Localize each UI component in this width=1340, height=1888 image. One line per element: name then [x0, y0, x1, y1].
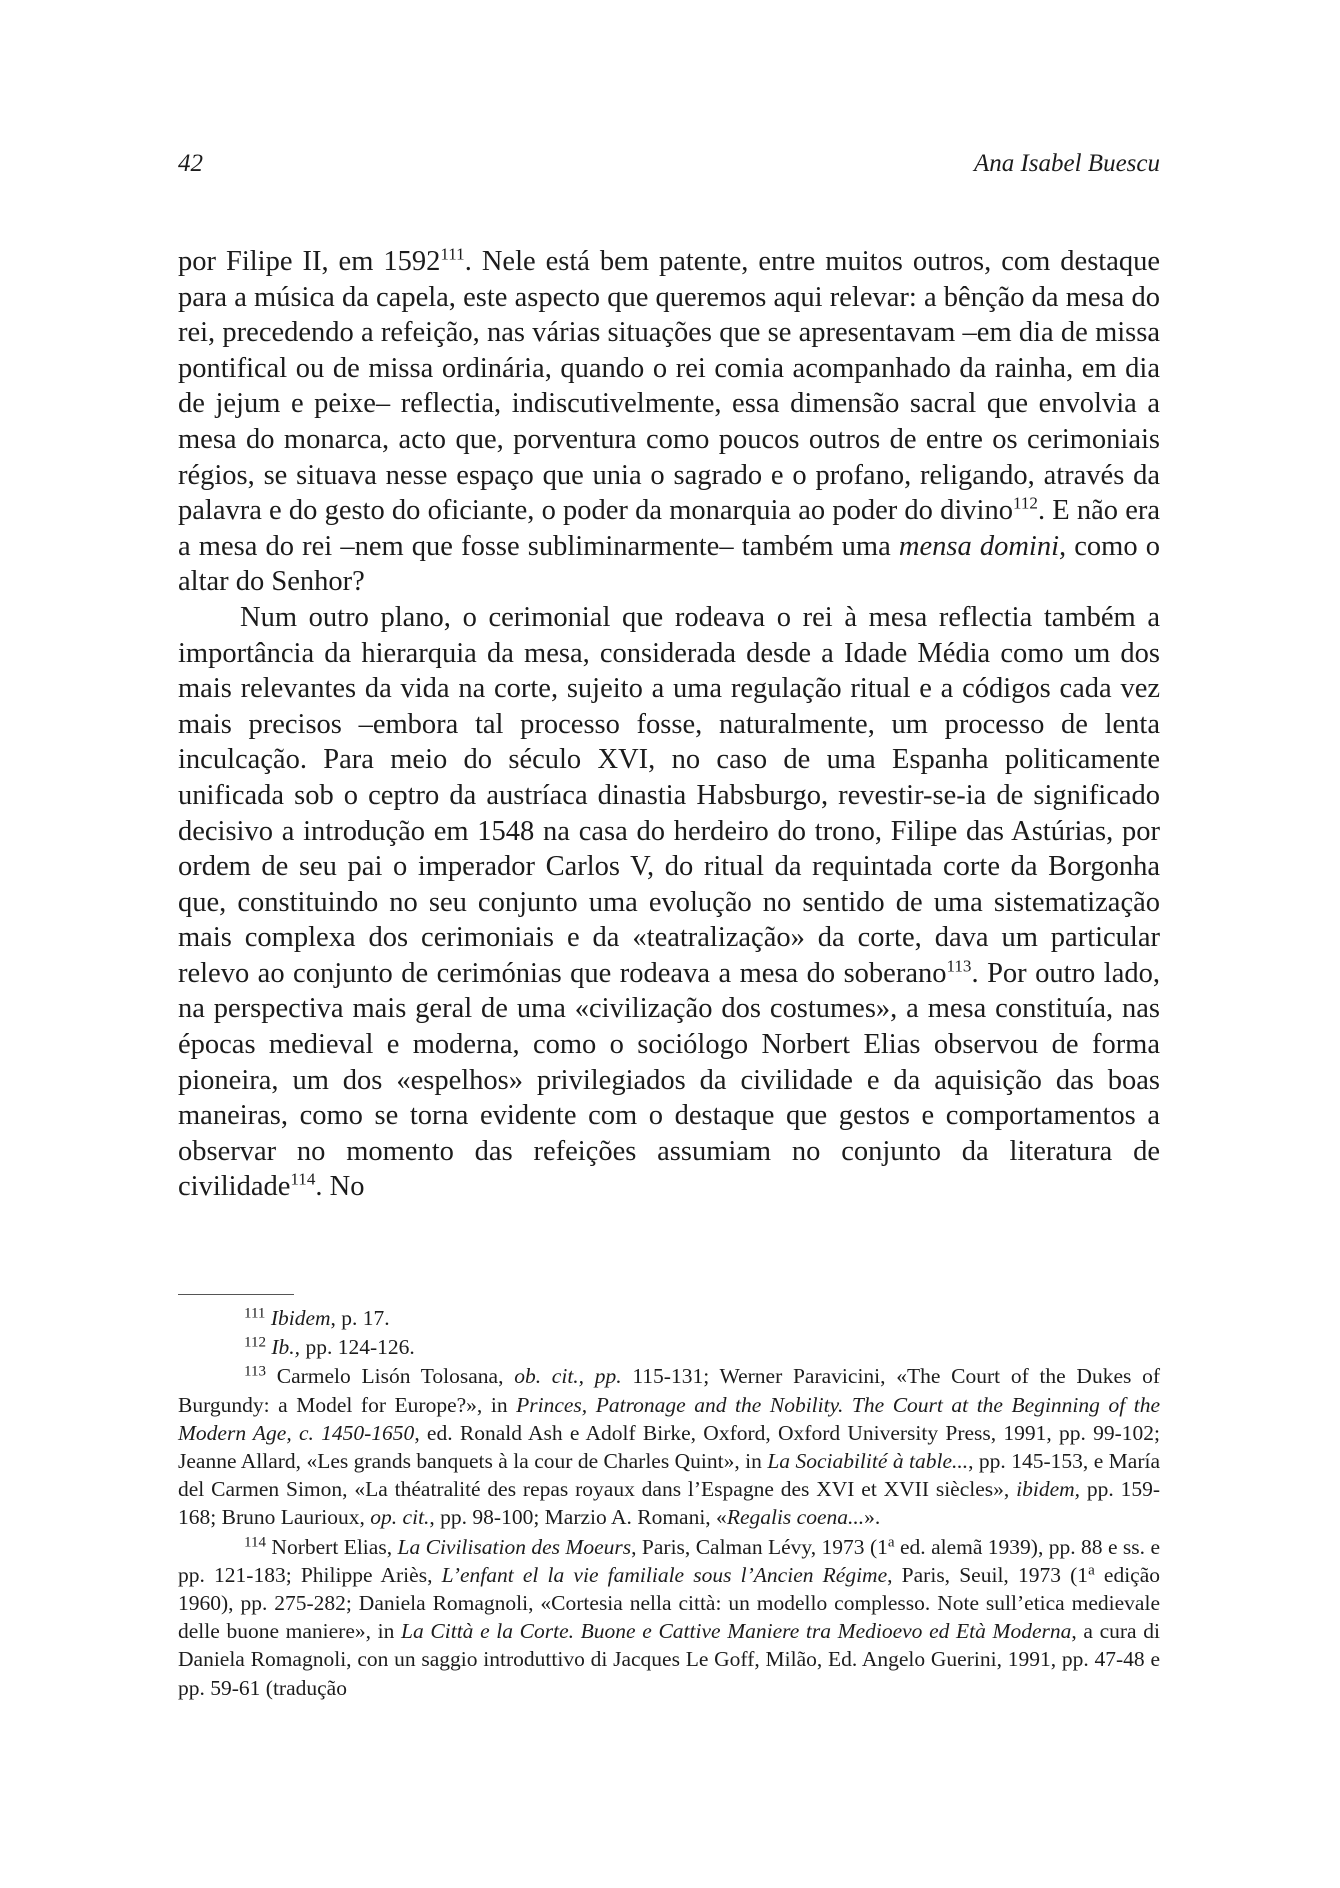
text-run: , Paris, Seuil, 1973 (1	[887, 1562, 1089, 1587]
text-run: , pp. 98-100; Marzio A. Romani, «	[429, 1505, 727, 1530]
footnote-ref-114[interactable]: 114	[290, 1169, 316, 1189]
footnote-112	[178, 1333, 1160, 1361]
text-run: , p. 17.	[330, 1306, 390, 1330]
footnote-number: 111	[244, 1305, 266, 1322]
text-run: pp. 159-168; Bruno Laurioux,	[178, 1477, 1160, 1530]
italic-phrase: La Città e la Corte. Buone e Cattive Maniere tra Medioevo ed Età Moderna	[401, 1619, 1072, 1644]
text-run: ed. alemã 1939), pp. 88 e ss. e pp. 121-183; Philippe Ariès,	[178, 1534, 1160, 1587]
running-header-author: Ana Isabel Buescu	[973, 150, 1160, 177]
text-run: . Por outro lado, na perspectiva mais geral de uma «civilização dos costumes», a mesa constituía, nas épocas medieval e moderna, como o sociólogo Norbert Elias observou de forma pioneira, um dos «espelhos» privilegiados da civilidade e da aquisição das boas maneiras, como se torna evidente com o destaque que gestos e comportamentos a observar no momento das refeições assumiam no conjunto da literatura de civilidade	[178, 957, 1160, 1203]
text-run: pp. 124-126.	[300, 1335, 415, 1360]
paragraph-2	[178, 600, 1160, 1205]
text-run: como o altar do Senhor?	[178, 530, 1160, 598]
text-run: Norbert Elias,	[266, 1534, 398, 1559]
footnote-113	[178, 1362, 1160, 1531]
italic-phrase: Ibidem	[270, 1306, 331, 1330]
italic-phrase: L’enfant el la vie familiale sous l’Ancien Régime	[441, 1562, 888, 1587]
footnote-111	[178, 1304, 1160, 1332]
footnote-ref-111[interactable]: 111	[440, 244, 465, 264]
italic-phrase: Princes, Patronage and the Nobility. The Court at the Beginning of the Modern Age, c. 1450-1650	[178, 1392, 1160, 1445]
text-run: . No	[315, 1171, 365, 1203]
italic-phrase: mensa domini,	[898, 530, 1067, 562]
footnote-ref-113[interactable]: 113	[946, 956, 972, 976]
footnote-separator	[178, 1294, 294, 1295]
ordinal-superscript: a	[1088, 1562, 1095, 1579]
running-header	[178, 146, 1160, 182]
italic-phrase: ob. cit., pp.	[514, 1364, 622, 1389]
italic-phrase: ibidem,	[1016, 1477, 1081, 1502]
text-run: ».	[864, 1505, 881, 1530]
footnote-number: 112	[244, 1334, 267, 1351]
footnote-114	[178, 1533, 1160, 1702]
text-run: por Filipe II, em 1592	[178, 246, 441, 277]
text-run: edição 1960), pp. 275-282; Daniela Romagnoli, «Cortesia nella città: un modello complesso. Note sull’etica medievale delle buone maniere», in	[178, 1562, 1161, 1644]
text-run: . Nele está bem patente, entre muitos outros, com destaque para a música da capela, este aspecto que queremos aqui relevar: a bênção da mesa do rei, precedendo a refeição, nas várias situações que se apresentavam –em dia de missa pontifical ou de missa ordinária, quando o rei comia acompanhado da rainha, em dia de jejum e peixe– reflectia, indiscutivelmente, essa dimensão sacral que envolvia a mesa do monarca, acto que, porventura como poucos outros de entre os cerimoniais régios, se situava nesse espaço que unia o sagrado e o profano, religando, através da palavra e do gesto do oficiante, o poder da monarquia ao poder do divino	[178, 246, 1160, 527]
italic-phrase: Ib.,	[271, 1335, 301, 1360]
italic-phrase: Regalis coena...	[726, 1505, 865, 1530]
text-run: , Paris, Calman Lévy, 1973 (1	[631, 1534, 888, 1559]
text-run: Carmelo Lisón Tolosana,	[266, 1364, 515, 1389]
footnote-ref-112[interactable]: 112	[1012, 493, 1038, 513]
text-run: Num outro plano, o cerimonial que rodeava o rei à mesa reflectia também a importância da hierarquia da mesa, considerada desde a Idade Média como um dos mais relevantes da vida na corte, sujeito a uma regulação ritual e a códigos cada vez mais precisos –embora tal processo fosse, naturalmente, um processo de lenta inculcação. Para meio do século XVI, no caso de uma Espanha politicamente unificada sob o ceptro da austríaca dinastia Habsburgo, revestir-se-ia de significado decisivo a introdução em 1548 na casa do herdeiro do trono, Filipe das Astúrias, por ordem de seu pai o imperador Carlos V, do ritual da requintada corte da Borgonha que, constituindo no seu conjunto uma evolução no sentido de uma sistematização mais complexa dos cerimoniais e da «teatralização» da corte, dava um particular relevo ao conjunto de cerimónias que rodeava a mesa do soberano	[178, 601, 1160, 989]
ordinal-superscript: a	[887, 1534, 895, 1551]
italic-phrase: La Sociabilité à table...	[767, 1449, 969, 1474]
footnotes	[178, 1304, 1160, 1703]
italic-phrase: op. cit.	[370, 1505, 430, 1530]
text-run: , a cura di Daniela Romagnoli, con un saggio introduttivo di Jacques Le Goff, Milão, Ed. Angelo Guerini, 1991, pp. 47-48 e pp. 59-61 (tradução	[178, 1619, 1160, 1700]
text-run: , ed. Ronald Ash e Adolf Birke, Oxford, Oxford University Press, 1991, pp. 99-102; Jeanne Allard, «Les grands banquets à la cour de Charles Quint», in	[178, 1420, 1161, 1474]
footnote-number: 113	[244, 1363, 267, 1380]
main-text	[178, 244, 1160, 1205]
text-run: 115-131; Werner Paravicini, «The Court of the Dukes of Burgundy: a Model for Europe?», in	[178, 1364, 1160, 1417]
footnote-number: 114	[244, 1534, 267, 1551]
italic-phrase: La Civilisation des Moeurs	[397, 1534, 632, 1559]
paragraph-1	[178, 244, 1160, 600]
text-run: . E não era a mesa do rei –nem que fosse subliminarmente– também uma	[178, 495, 1160, 562]
text-run: , pp. 145-153, e María del Carmen Simon, «La théatralité des repas royaux dans l’Espagne des XVI et XVII siècles»,	[178, 1449, 1160, 1502]
page-number: 42	[178, 150, 203, 177]
